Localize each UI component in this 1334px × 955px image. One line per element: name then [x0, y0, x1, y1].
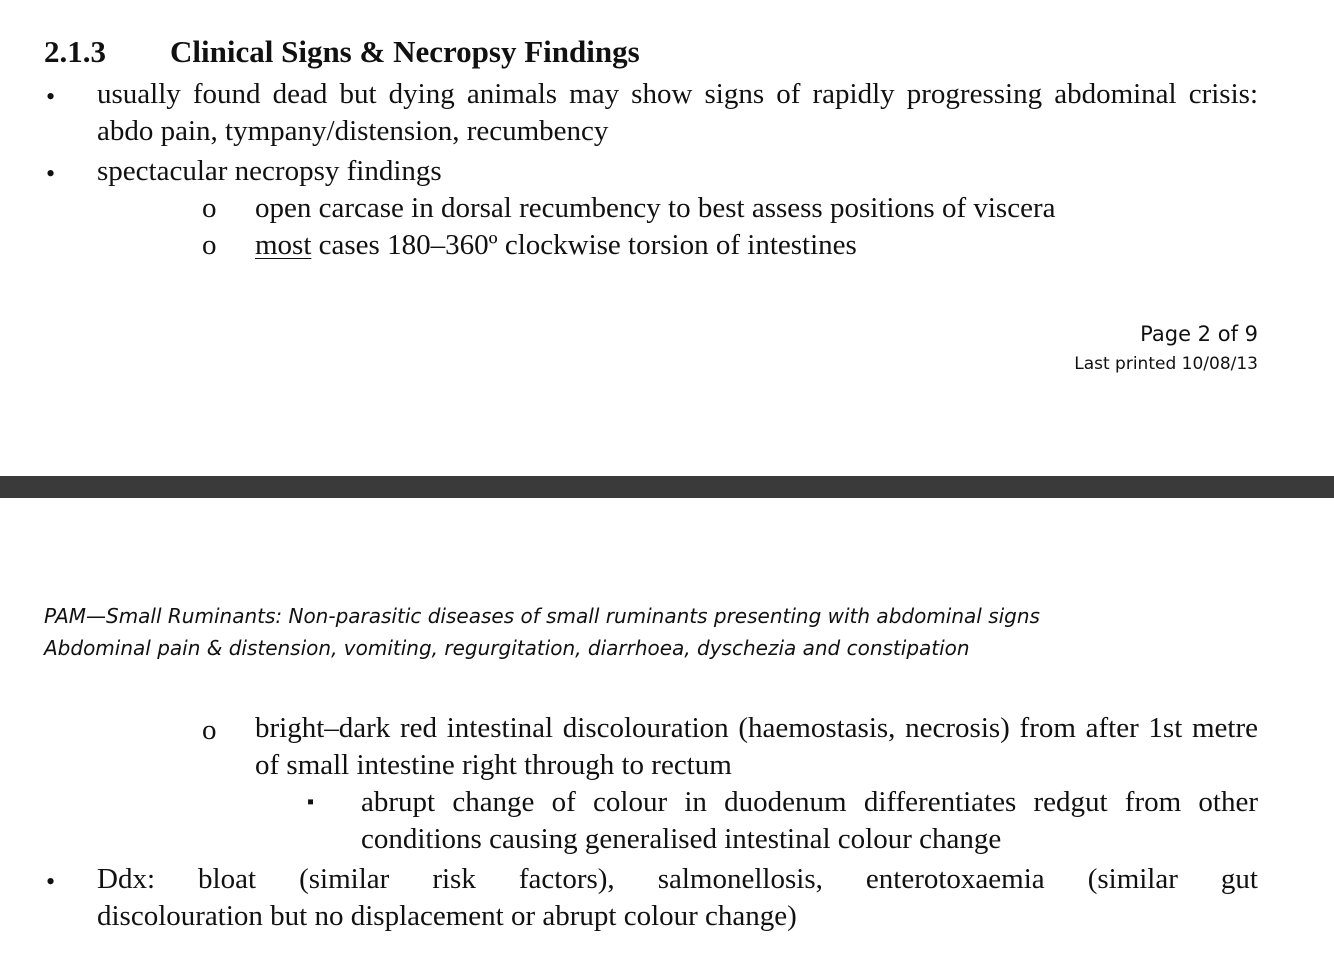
sub-bullet-text: cases 180–360º clockwise torsion of intestines — [311, 229, 857, 261]
emphasis-word: most — [255, 229, 312, 261]
last-printed: Last printed 10/08/13 — [1074, 354, 1258, 374]
bullet-item-line-1: Ddx: bloat (similar risk factors), salmonellosis, enterotoxaemia (similar gut — [97, 863, 1258, 895]
bullet-marker: • — [46, 159, 56, 188]
sub-bullet-marker: o — [202, 714, 217, 746]
bullet-item-line-2: discolouration but no displacement or abrupt colour change) — [97, 900, 797, 932]
document-page-bottom — [0, 498, 1334, 955]
document-page-top — [0, 0, 1334, 476]
sub-sub-bullet-item: abrupt change of colour in duodenum differentiates redgut from other conditions causing generalised intestinal colour change — [361, 786, 1258, 855]
section-number: 2.1.3 — [44, 34, 106, 69]
sub-bullet-item: bright–dark red intestinal discolouration (haemostasis, necrosis) from after 1st metre of small intestine right through to rectum — [255, 712, 1258, 781]
section-title: Clinical Signs & Necropsy Findings — [170, 34, 640, 69]
bullet-item: spectacular necropsy findings — [97, 155, 442, 187]
running-header-line-1: PAM—Small Ruminants: Non-parasitic diseases of small ruminants presenting with abdominal signs — [44, 604, 1040, 628]
running-header-line-2: Abdominal pain & distension, vomiting, regurgitation, diarrhoea, dyschezia and constipation — [44, 636, 970, 660]
bullet-marker: • — [46, 82, 56, 111]
section-heading — [44, 32, 640, 72]
sub-bullet-item — [255, 227, 1258, 264]
square-bullet-marker: ▪ — [307, 791, 315, 813]
page-number: Page 2 of 9 — [1140, 322, 1258, 346]
sub-bullet-item: open carcase in dorsal recumbency to best assess positions of viscera — [255, 192, 1056, 224]
page-separator — [0, 476, 1334, 498]
bullet-item: usually found dead but dying animals may show signs of rapidly progressing abdominal crisis: abdo pain, tympany/distension, recumbency — [97, 78, 1258, 147]
sub-bullet-marker: o — [202, 192, 217, 224]
sub-bullet-marker: o — [202, 229, 217, 261]
bullet-marker: • — [46, 867, 56, 896]
